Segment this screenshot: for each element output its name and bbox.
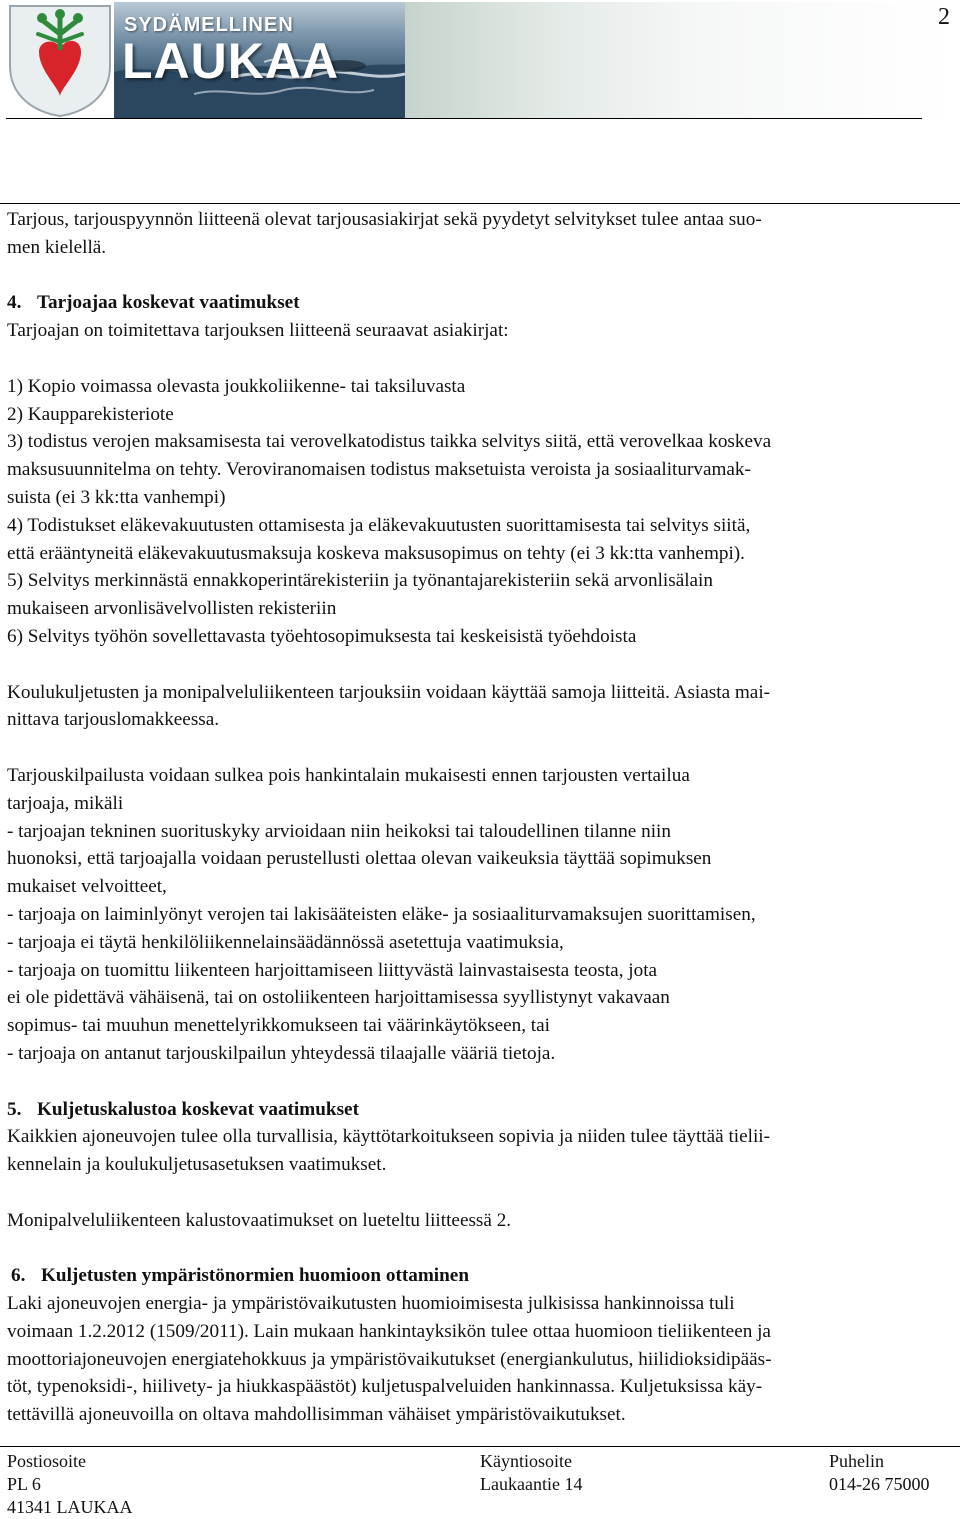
section-6-body: Laki ajoneuvojen energia- ja ympäristövaikutusten huomioimisesta julkisissa hankinnoissa tuli voimaan 1.2.2012 (1509/2011). Lain mukaan hankintayksikön tulee ottaa huomioon tieliikenteen ja moottoriajoneuvojen energiatehokkuus ja ympäristövaikutukset (energiankulutus, hiilidioksidipääs- töt, typenoksidi-, hiilivety- ja hiukkaspäästöt) kuljetuspalveluiden hankinnassa. Kuljetuksissa käy- tettävillä ajoneuvoilla on oltava mahdollisimman vähäiset ympäristövaikutukset. bbox=[7, 1293, 772, 1426]
section-5-title: Kuljetuskalustoa koskevat vaatimukset bbox=[37, 1098, 359, 1120]
municipal-crest-icon bbox=[6, 4, 114, 118]
section-6-title: Kuljetusten ympäristönormien huomioon ottaminen bbox=[41, 1265, 469, 1287]
section-6-number: 6. bbox=[11, 1265, 26, 1287]
section-4-lead: Tarjoajan on toimitettava tarjouksen liitteenä seuraavat asiakirjat: bbox=[7, 320, 509, 342]
content-top-rule bbox=[0, 203, 960, 204]
requirement-item: 6) Selvitys työhön sovellettavasta työehtosopimuksesta tai keskeisistä työehdoista bbox=[7, 625, 637, 647]
section-4-heading bbox=[7, 289, 952, 317]
requirement-item: 1) Kopio voimassa olevasta joukkoliikenne- tai taksiluvasta bbox=[7, 375, 466, 397]
footer-rule bbox=[0, 1446, 960, 1447]
logo-tagline: SYDÄMELLINEN bbox=[124, 14, 294, 36]
exclusion-item: - tarjoaja on tuomittu liikenteen harjoittamiseen liittyvästä lainvastaisesta teosta, jota ei ole pidettävä vähäisenä, tai on ostoliikenteen harjoittamisessa syyllistynyt vakavaan sopimus- tai muuhun menettelyrikkomukseen tai väärinkäytökseen, tai bbox=[7, 959, 670, 1037]
requirement-item: 4) Todistukset eläkevakuutusten ottamisesta ja eläkevakuutusten suorittamisesta tai selvitys siitä, että erääntyneitä eläkevakuutusmaksuja koskeva maksusopimus on tehty (ei 3 kk:tta vanhempi). bbox=[7, 514, 751, 564]
page-number: 2 bbox=[938, 4, 950, 30]
section-5-number: 5. bbox=[7, 1098, 22, 1120]
document-body bbox=[7, 206, 952, 1429]
exclusion-item: - tarjoajan tekninen suorituskyky arvioidaan niin heikoksi tai taloudellinen tilanne niin huonoksi, että tarjoajalla voidaan perustellusti olettaa olevan vaikeuksia täyttää sopimuksen mukaiset velvoitteet, bbox=[7, 820, 712, 898]
section-6-heading bbox=[7, 1262, 952, 1290]
phone-value: 014-26 75000 bbox=[829, 1474, 930, 1494]
section-4-number: 4. bbox=[7, 292, 22, 314]
requirements-list bbox=[7, 373, 952, 651]
logo-name: LAUKAA bbox=[122, 33, 340, 89]
section-4-note: Koulukuljetusten ja monipalveluliikenteen tarjouksiin voidaan käyttää samoja liitteitä. Asiasta mai- nittava tarjouslomakkeessa. bbox=[7, 681, 771, 731]
footer-visit bbox=[480, 1450, 582, 1496]
section-4-title: Tarjoajaa koskevat vaatimukset bbox=[37, 292, 300, 314]
header-divider bbox=[6, 118, 922, 119]
phone-label: Puhelin bbox=[829, 1451, 885, 1471]
intro-paragraph: Tarjous, tarjouspyynnön liitteenä olevat tarjousasiakirjat sekä pyydetyt selvitykset tulee antaa suo- men kielellä. bbox=[7, 209, 762, 258]
section-5-note: Monipalveluliikenteen kalustovaatimukset on lueteltu liitteessä 2. bbox=[7, 1209, 512, 1231]
exclusion-item: - tarjoaja ei täytä henkilöliikennelainsäädännössä asetettuja vaatimuksia, bbox=[7, 931, 564, 953]
requirement-item: 2) Kaupparekisteriote bbox=[7, 403, 174, 425]
exclusion-list bbox=[7, 818, 952, 1068]
footer-postal bbox=[7, 1450, 133, 1519]
section-5-heading bbox=[7, 1096, 952, 1124]
footer-phone bbox=[829, 1450, 930, 1496]
postal-line-1: PL 6 bbox=[7, 1474, 41, 1494]
exclusion-item: - tarjoaja on laiminlyönyt verojen tai lakisääteisten eläke- ja sosiaaliturvamaksujen suorittamisen, bbox=[7, 903, 756, 925]
exclusion-item: - tarjoaja on antanut tarjouskilpailun yhteydessä tilaajalle vääriä tietoja. bbox=[7, 1042, 556, 1064]
section-5-body: Kaikkien ajoneuvojen tulee olla turvallisia, käyttötarkoitukseen sopivia ja niiden tulee täyttää tielii- kennelain ja koulukuljetusasetuksen vaatimukset. bbox=[7, 1126, 771, 1176]
postal-line-2: 41341 LAUKAA bbox=[7, 1497, 133, 1517]
requirement-item: 5) Selvitys merkinnästä ennakkoperintärekisteriin ja työnantajarekisteriin sekä arvonlisälain mukaiseen arvonlisävelvollisten rekisteriin bbox=[7, 570, 713, 620]
logo-banner bbox=[114, 2, 405, 119]
exclusion-lead: Tarjouskilpailusta voidaan sulkea pois hankintalain mukaisesti ennen tarjousten vertailua tarjoaja, mikäli bbox=[7, 764, 690, 814]
postal-label: Postiosoite bbox=[7, 1451, 87, 1471]
header-gradient bbox=[405, 2, 953, 119]
requirement-item: 3) todistus verojen maksamisesta tai verovelkatodistus taikka selvitys siitä, että verovelkaa koskeva maksusuunnitelma on tehty. Veroviranomaisen todistus maksetuista veroista ja sosiaaliturvamak- suista (ei 3 kk:tta vanhempi) bbox=[7, 431, 772, 508]
page-header bbox=[0, 0, 960, 125]
visit-label: Käyntiosoite bbox=[480, 1451, 572, 1471]
visit-line-1: Laukaantie 14 bbox=[480, 1474, 583, 1494]
